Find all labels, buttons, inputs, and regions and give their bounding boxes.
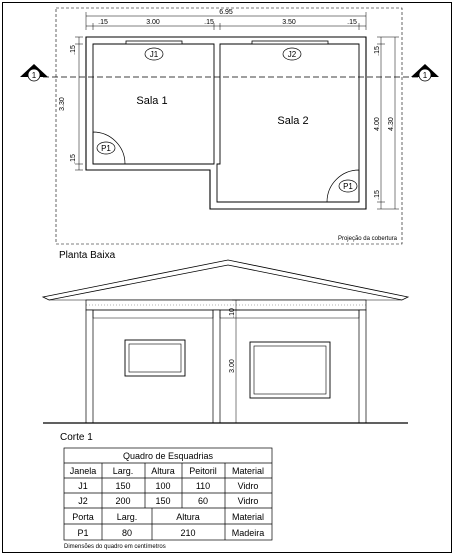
table-cell: 150 — [115, 481, 131, 491]
table-cell: Vidro — [237, 496, 259, 506]
table-cell: P1 — [77, 528, 89, 538]
dim-top-wall-1: .15 — [98, 19, 108, 26]
header-janela: Janela — [69, 466, 97, 476]
table-cell: 110 — [195, 481, 211, 491]
window-j1 — [126, 41, 182, 44]
schedule-title: Quadro de Esquadrias — [122, 451, 214, 461]
svg-text:1: 1 — [422, 71, 428, 80]
beam-right — [220, 310, 359, 318]
header-door-material: Material — [231, 512, 265, 522]
table-cell: 60 — [197, 496, 209, 506]
svg-text:1: 1 — [31, 71, 37, 80]
header-altura: Altura — [151, 466, 175, 476]
dim-top-wall-2: .15 — [204, 19, 214, 26]
svg-text:P1: P1 — [343, 182, 353, 191]
section-marker-right — [411, 64, 439, 81]
roof-projection-label: Projeção da cobertura — [337, 236, 397, 242]
section-marker-left — [20, 64, 48, 81]
window-j2 — [252, 41, 328, 44]
svg-text:J1: J1 — [149, 50, 159, 59]
floor-plan — [20, 8, 439, 261]
table-cell: 150 — [155, 496, 171, 506]
left-dimensions — [75, 37, 83, 170]
table-cell: J2 — [78, 496, 88, 506]
beam-left — [93, 310, 213, 318]
dim-room-1-depth: 3.30 — [59, 97, 66, 111]
plan-title: Planta Baixa — [59, 250, 116, 261]
room-label-sala-2: Sala 2 — [277, 115, 309, 127]
dim-ceiling-height: 3.00 — [229, 359, 236, 373]
tag-j1 — [145, 48, 163, 60]
header-door-altura: Altura — [176, 512, 200, 522]
table-cell: 210 — [180, 528, 196, 538]
dim-total-width: 6.95 — [219, 9, 233, 16]
schedule-note: Dimensões do quadro em centímetros — [64, 544, 166, 550]
header-porta: Porta — [72, 512, 94, 522]
section-wall-right — [359, 310, 366, 423]
header-largura: Larg. — [112, 466, 134, 476]
section-window-j2 — [250, 342, 330, 398]
dim-left-wall-bottom: .15 — [70, 154, 77, 164]
tag-p1-room1 — [97, 142, 115, 154]
section-view — [43, 260, 408, 443]
roof-profile — [43, 260, 408, 300]
dim-room-2-depth: 4.00 — [374, 117, 381, 131]
room-label-sala-1: Sala 1 — [136, 95, 168, 107]
header-door-largura: Larg. — [116, 512, 138, 522]
table-cell: 200 — [115, 496, 131, 506]
table-cell: 80 — [121, 528, 133, 538]
svg-text:J2: J2 — [287, 50, 297, 59]
table-cell: J1 — [78, 481, 88, 491]
section-wall-middle — [213, 310, 220, 423]
dim-room-2-width: 3.50 — [282, 19, 296, 26]
header-material: Material — [231, 466, 265, 476]
svg-text:P1: P1 — [101, 144, 111, 153]
section-title: Corte 1 — [60, 432, 93, 443]
dim-right-wall-top: .15 — [374, 46, 381, 56]
tag-p1-room2 — [339, 180, 357, 192]
dim-top-wall-3: .15 — [347, 19, 357, 26]
outer-wall — [86, 37, 366, 209]
dim-right-wall-bottom: .15 — [374, 190, 381, 200]
table-cell: Madeira — [231, 528, 265, 538]
section-wall-left — [86, 310, 93, 423]
tag-j2 — [283, 48, 301, 60]
dim-room-1-width: 3.00 — [146, 19, 160, 26]
dim-left-wall-top: .15 — [70, 45, 77, 55]
header-peitoril: Peitoril — [189, 466, 217, 476]
dim-slab-thickness: .10 — [229, 308, 236, 318]
dim-total-depth: 4.30 — [388, 117, 395, 131]
section-window-j1 — [125, 340, 185, 376]
table-cell: 100 — [155, 481, 171, 491]
frames-schedule — [64, 448, 272, 540]
table-cell: Vidro — [237, 481, 259, 491]
